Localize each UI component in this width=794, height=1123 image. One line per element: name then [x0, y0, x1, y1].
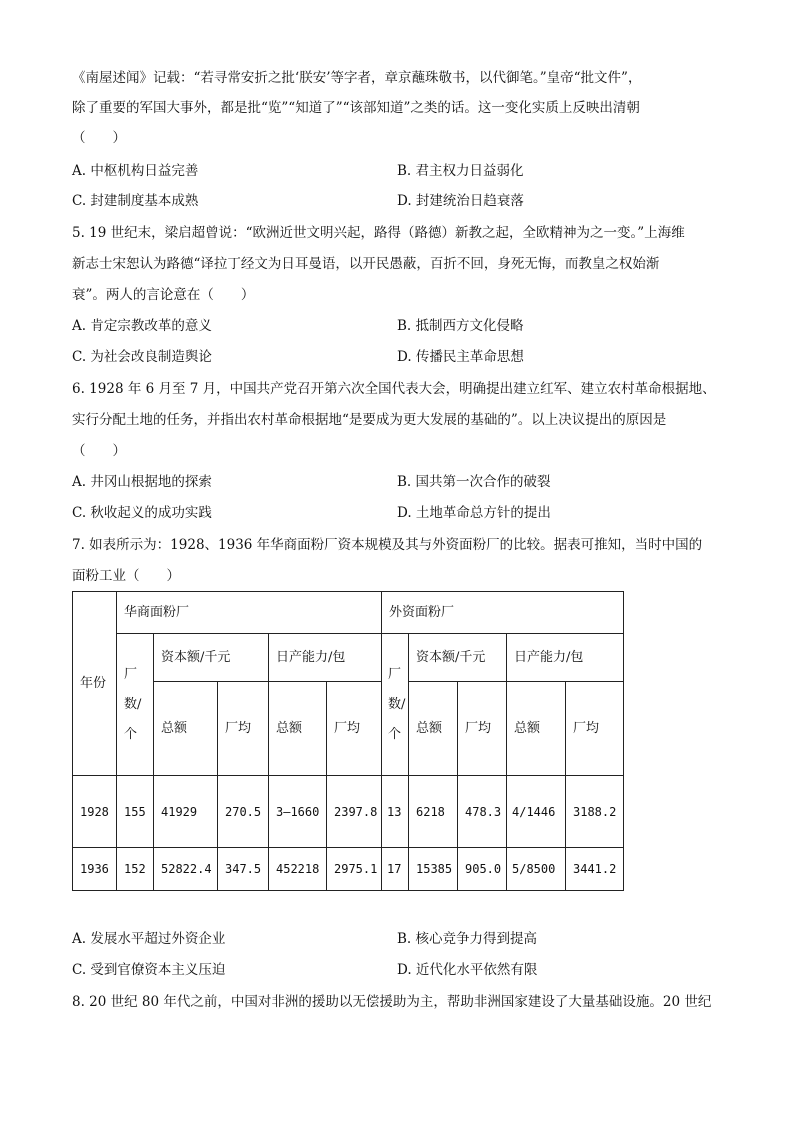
q4-option-d: D. 封建统治日趋衰落: [397, 193, 524, 209]
table-cell: 2975.1: [327, 848, 382, 891]
table-header-chinese-capacity-total: 总额: [269, 682, 327, 776]
table-cell: 52822.4: [154, 848, 218, 891]
q5-option-c: C. 为社会改良制造舆论: [72, 349, 212, 365]
q7-option-b: B. 核心竞争力得到提高: [397, 931, 538, 947]
table-header-chinese-capital-total: 总额: [154, 682, 218, 776]
table-header-chinese-capacity: 日产能力/包: [269, 634, 382, 682]
table-cell: 1936: [73, 848, 117, 891]
q7-option-c: C. 受到官僚资本主义压迫: [72, 962, 226, 978]
table-row: [73, 776, 624, 848]
q7-option-d: D. 近代化水平依然有限: [397, 962, 538, 978]
q5-option-a: A. 肯定宗教改革的意义: [72, 318, 212, 334]
table-cell: 3441.2: [566, 848, 624, 891]
table-header-foreign-capital-total: 总额: [409, 682, 458, 776]
q5-option-d: D. 传播民主革命思想: [397, 349, 524, 365]
table-cell: 270.5: [218, 776, 269, 848]
table-cell: 478.3: [458, 776, 507, 848]
q6-option-b: B. 国共第一次合作的破裂: [397, 474, 551, 490]
q4-stem-line-3: （ ）: [72, 130, 126, 146]
q4-stem-line-2: 除了重要的军国大事外，都是批“览”“知道了”“该部知道”之类的话。这一变化实质上反映出清朝: [72, 100, 640, 116]
table-header-foreign-capacity-total: 总额: [507, 682, 566, 776]
q5-stem-line-2: 新志士宋恕认为路德“译拉丁经文为日耳曼语，以开民愚蔽，百折不回，身死无悔，而教皇之权始渐: [72, 256, 660, 272]
table-header-chinese-factory-count: 厂数/个: [117, 634, 154, 776]
table-header-year: 年份: [73, 592, 117, 776]
table-header-foreign-mills: 外资面粉厂: [382, 592, 624, 634]
table-cell: 3—1660: [269, 776, 327, 848]
table-header-chinese-capital: 资本额/千元: [154, 634, 269, 682]
table-header-foreign-capacity-average: 厂均: [566, 682, 624, 776]
table-cell: 17: [382, 848, 409, 891]
table-cell: 6218: [409, 776, 458, 848]
q6-stem-line-1: 6. 1928 年 6 月至 7 月，中国共产党召开第六次全国代表大会，明确提出建立红军、建立农村革命根据地、: [72, 381, 716, 397]
table-header-chinese-capital-average: 厂均: [218, 682, 269, 776]
flour-mill-table: [72, 591, 624, 891]
q7-option-a: A. 发展水平超过外资企业: [72, 931, 226, 947]
table-cell: 5/8500: [507, 848, 566, 891]
table-cell: 2397.8: [327, 776, 382, 848]
table-cell: 347.5: [218, 848, 269, 891]
q4-option-c: C. 封建制度基本成熟: [72, 193, 199, 209]
q7-stem-line-1: 7. 如表所示为：1928、1936 年华商面粉厂资本规模及其与外资面粉厂的比较。据表可推知，当时中国的: [72, 537, 703, 553]
q5-stem-line-1: 5. 19 世纪末，梁启超曾说：“欧洲近世文明兴起，路得（路德）新教之起，全欧精神为之一变。”上海维: [72, 225, 685, 241]
table-cell: 452218: [269, 848, 327, 891]
table-cell: 4/1446: [507, 776, 566, 848]
table-cell: 15385: [409, 848, 458, 891]
q7-stem-line-2: 面粉工业（ ）: [72, 568, 180, 584]
table-cell: 3188.2: [566, 776, 624, 848]
q4-option-a: A. 中枢机构日益完善: [72, 163, 199, 179]
table-cell: 1928: [73, 776, 117, 848]
table-header-foreign-capacity: 日产能力/包: [507, 634, 624, 682]
q6-option-a: A. 井冈山根据地的探索: [72, 474, 212, 490]
q6-option-c: C. 秋收起义的成功实践: [72, 505, 212, 521]
table-cell: 152: [117, 848, 154, 891]
table-header-foreign-capital-average: 厂均: [458, 682, 507, 776]
q8-stem-line-1: 8. 20 世纪 80 年代之前，中国对非洲的援助以无偿援助为主，帮助非洲国家建设了大量基础设施。20 世纪: [72, 994, 712, 1010]
table-header-chinese-capacity-average: 厂均: [327, 682, 382, 776]
table-cell: 155: [117, 776, 154, 848]
q6-stem-line-2: 实行分配土地的任务，并指出农村革命根据地“是要成为更大发展的基础的”。以上决议提出的原因是: [72, 412, 667, 428]
table-cell: 41929: [154, 776, 218, 848]
q6-option-d: D. 土地革命总方针的提出: [397, 505, 551, 521]
q5-stem-line-3: 衰”。两人的言论意在（ ）: [72, 287, 255, 303]
q5-option-b: B. 抵制西方文化侵略: [397, 318, 524, 334]
q6-stem-line-3: （ ）: [72, 443, 126, 459]
table-header-chinese-mills: 华商面粉厂: [117, 592, 382, 634]
table-header-foreign-factory-count: 厂数/个: [382, 634, 409, 776]
table-header-foreign-capital: 资本额/千元: [409, 634, 507, 682]
q4-option-b: B. 君主权力日益弱化: [397, 163, 524, 179]
table-row: [73, 848, 624, 891]
table-cell: 13: [382, 776, 409, 848]
q4-stem-line-1: 《南屋述闻》记载：“若寻常安折之批‘朕安’等字者，章京蘸珠敬书，以代御笔。”皇帝“批文件”，: [72, 70, 642, 86]
table-cell: 905.0: [458, 848, 507, 891]
